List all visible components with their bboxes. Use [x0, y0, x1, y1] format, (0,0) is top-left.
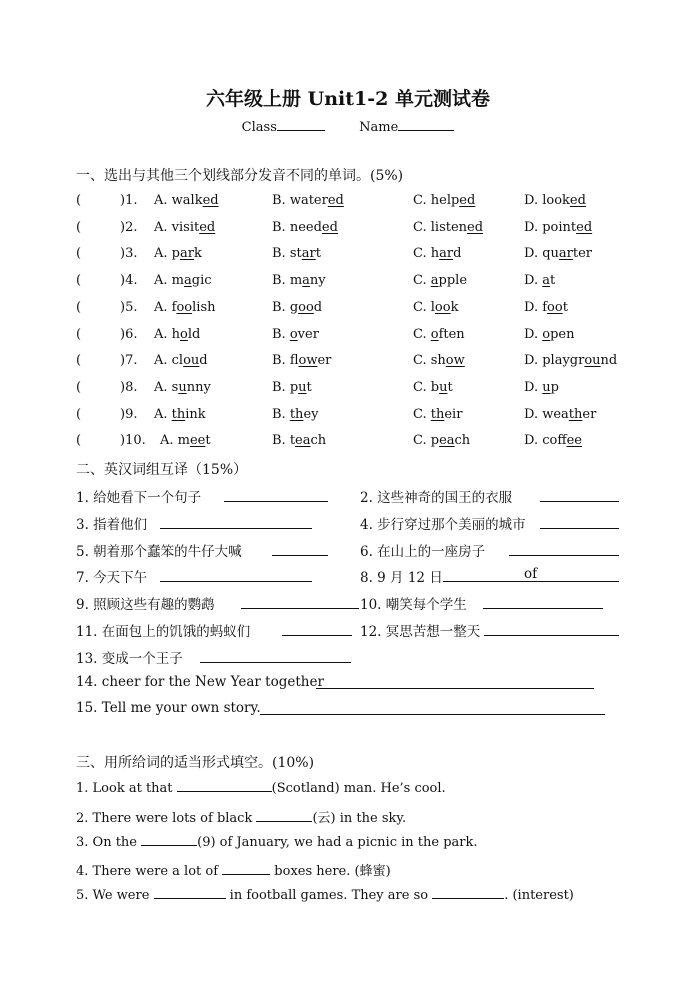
underlined-letters: u: [178, 379, 187, 395]
translation-item-9: 9. 照顾这些有趣的鹦鹉: [76, 597, 215, 614]
underlined-letters: ed: [327, 193, 344, 208]
fill-item-4: 4. There were a lot of boxes here. (蜂蜜): [76, 864, 391, 879]
option-c: C. hard: [413, 246, 462, 262]
answer-blank[interactable]: [484, 635, 619, 636]
answer-blank[interactable]: [160, 528, 312, 529]
option-d: D. open: [524, 326, 575, 342]
class-name-line: [0, 119, 696, 135]
underlined-letters: th: [568, 406, 583, 422]
option-b: B. teach: [272, 433, 327, 449]
question-number: )5.: [120, 299, 138, 315]
underlined-letters: ou: [183, 353, 200, 369]
fill-blank[interactable]: [154, 887, 226, 899]
option-b: B. put: [272, 379, 312, 395]
section3-heading: 三、用所给词的适当形式填空。(10%): [76, 755, 315, 771]
answer-blank[interactable]: [540, 501, 619, 502]
underlined-letters: th: [289, 406, 304, 422]
option-a: A. magic: [154, 273, 212, 289]
underlined-letters: o: [542, 326, 551, 342]
answer-blank[interactable]: [540, 528, 619, 529]
underlined-letters: ea: [295, 433, 311, 449]
option-d: D. pointed: [524, 219, 593, 235]
translation-item-10: 10. 嘲笑每个学生: [360, 597, 467, 614]
fill-blank[interactable]: [432, 887, 504, 899]
option-c: C. helped: [413, 193, 476, 208]
class-label: Class: [241, 120, 277, 135]
underlined-letters: a: [430, 273, 439, 289]
underlined-letters: o: [289, 326, 298, 342]
option-b: B. watered: [272, 193, 344, 208]
translation-item-15: 15. Tell me your own story.: [76, 700, 261, 716]
option-a: A. meet: [160, 433, 211, 449]
option-a: A. park: [154, 246, 202, 262]
translation-item-13: 13. 变成一个王子: [76, 650, 183, 667]
option-b: B. over: [272, 326, 319, 342]
underlined-letters: oo: [298, 299, 314, 315]
answer-bracket[interactable]: (: [76, 219, 82, 235]
question-row: [76, 433, 636, 451]
translation-item-12: 12. 冥思苦想一整天: [360, 624, 481, 640]
question-number: )9.: [120, 406, 138, 422]
option-d: D. foot: [524, 299, 568, 315]
answer-blank[interactable]: [200, 662, 351, 663]
answer-blank[interactable]: [272, 555, 328, 556]
option-c: C. look: [413, 299, 459, 315]
question-row: [76, 273, 636, 291]
question-row: [76, 246, 636, 264]
option-b: B. good: [272, 299, 323, 315]
answer-blank[interactable]: [483, 608, 603, 609]
option-d: D. at: [524, 273, 556, 289]
underlined-letters: u: [298, 379, 307, 395]
question-number: )3.: [120, 246, 138, 262]
option-a: A. walked: [154, 193, 219, 208]
option-c: C. their: [413, 406, 463, 422]
underlined-letters: o: [430, 326, 439, 342]
underlined-letters: o: [180, 326, 188, 342]
option-c: C. often: [413, 326, 465, 342]
question-number: )6.: [120, 326, 138, 342]
fill-item-5: 5. We were in football games. They are so . (interest): [76, 888, 574, 903]
option-b: B. start: [272, 246, 321, 262]
question-row: [76, 193, 636, 211]
underlined-letters: th: [430, 406, 445, 422]
underlined-letters: oo: [547, 299, 563, 315]
fill-item-2: 2. There were lots of black (云) in the sky.: [76, 811, 407, 826]
underlined-letters: ea: [439, 433, 455, 449]
answer-blank-15[interactable]: [260, 714, 605, 715]
class-blank[interactable]: [277, 119, 325, 131]
fill-item-1: 1. Look at that (Scotland) man. He’s cool.: [76, 781, 446, 796]
underlined-letters: th: [171, 406, 186, 422]
option-d: D. up: [524, 379, 559, 395]
question-row: [76, 380, 636, 398]
option-a: A. foolish: [154, 299, 216, 315]
option-b: B. flower: [272, 353, 332, 369]
option-d: D. looked: [524, 193, 586, 208]
option-c: C. peach: [413, 433, 471, 449]
underlined-letters: ar: [558, 246, 573, 262]
underlined-letters: a: [302, 273, 310, 289]
fill-blank[interactable]: [222, 863, 270, 875]
underlined-letters: ee: [189, 433, 206, 449]
option-a: A. hold: [154, 326, 201, 342]
option-c: C. show: [413, 353, 465, 369]
name-blank[interactable]: [398, 119, 454, 131]
question-row: [76, 353, 636, 371]
translation-item-7: 7. 今天下午: [76, 570, 148, 587]
translation-item-14: 14. cheer for the New Year together: [76, 674, 324, 690]
underlined-letters: ed: [467, 219, 484, 235]
translation-item-8: 8. 9 月 12 日: [360, 570, 443, 587]
fill-blank[interactable]: [177, 780, 272, 792]
answer-bracket[interactable]: (: [76, 246, 82, 262]
question-number: )1.: [120, 193, 138, 208]
option-d: D. quarter: [524, 246, 593, 262]
underlined-letters: ed: [576, 219, 593, 235]
option-c: C. apple: [413, 273, 468, 289]
translation-item-11: 11. 在面包上的饥饿的蚂蚁们: [76, 624, 251, 640]
translation-item-4: 4. 步行穿过那个美丽的城市: [360, 516, 526, 533]
answer-bracket[interactable]: (: [76, 326, 82, 342]
question-row: [76, 300, 636, 318]
underlined-letters: ar: [179, 246, 194, 262]
section1-heading: 一、选出与其他三个划线部分发音不同的单词。(5%): [76, 168, 404, 184]
fill-blank[interactable]: [141, 834, 197, 846]
answer-blank[interactable]: [282, 635, 352, 636]
of-word: of: [524, 566, 538, 583]
answer-blank[interactable]: [160, 581, 312, 582]
translation-item-5: 5. 朝着那个蠢笨的牛仔大喊: [76, 543, 242, 560]
option-d: D. weather: [524, 406, 597, 422]
underlined-letters: u: [439, 379, 448, 395]
option-a: A. think: [154, 406, 206, 422]
fill-item-3: 3. On the (9) of January, we had a picnic in the park.: [76, 835, 478, 850]
question-row: [76, 327, 636, 345]
answer-bracket[interactable]: (: [76, 193, 82, 208]
translation-item-2: 2. 这些神奇的国王的衣服: [360, 490, 513, 506]
underlined-letters: ow: [445, 353, 465, 369]
translation-item-6: 6. 在山上的一座房子: [360, 543, 486, 560]
option-a: A. sunny: [154, 379, 211, 395]
answer-bracket[interactable]: (: [76, 299, 82, 315]
question-number: )8.: [120, 379, 138, 395]
question-number: )7.: [120, 353, 138, 369]
option-b: B. needed: [272, 219, 338, 235]
question-row: [76, 220, 636, 238]
option-a: A. visited: [154, 219, 216, 235]
fill-blank[interactable]: [256, 810, 312, 822]
answer-bracket[interactable]: (: [76, 406, 82, 422]
page-title: 六年级上册 Unit1-2 单元测试卷: [206, 88, 490, 110]
answer-bracket[interactable]: (: [76, 273, 82, 289]
option-b: B. many: [272, 273, 326, 289]
underlined-letters: a: [183, 273, 192, 289]
underlined-letters: ou: [584, 353, 601, 369]
underlined-letters: oo: [434, 299, 451, 315]
translation-item-1: 1. 给她看下一个句子: [76, 490, 202, 506]
underlined-letters: ed: [569, 193, 586, 208]
underlined-letters: ed: [199, 219, 216, 235]
underlined-letters: ed: [202, 193, 219, 208]
answer-blank[interactable]: [509, 555, 619, 556]
underlined-letters: a: [542, 273, 550, 289]
answer-blank[interactable]: [224, 501, 328, 502]
option-b: B. they: [272, 406, 319, 422]
option-c: C. listened: [413, 219, 484, 235]
answer-bracket[interactable]: (: [76, 433, 82, 449]
underlined-letters: ar: [301, 246, 316, 262]
question-number: )2.: [120, 219, 138, 235]
option-a: A. cloud: [154, 353, 208, 369]
underlined-letters: ed: [321, 219, 338, 235]
option-d: D. playground: [524, 353, 618, 369]
underlined-letters: ow: [298, 353, 318, 369]
answer-bracket[interactable]: (: [76, 353, 82, 369]
underlined-letters: ed: [459, 193, 476, 208]
underlined-letters: u: [542, 379, 551, 395]
answer-bracket[interactable]: (: [76, 379, 82, 395]
underlined-letters: ee: [566, 433, 582, 449]
underlined-letters: oo: [176, 299, 193, 315]
answer-blank[interactable]: [241, 608, 359, 609]
option-c: C. but: [413, 379, 453, 395]
question-number: )4.: [120, 273, 138, 289]
section2-heading: 二、英汉词组互译（15%）: [76, 462, 248, 478]
question-number: )10.: [120, 433, 146, 449]
translation-item-3: 3. 指着他们: [76, 516, 148, 533]
question-row: [76, 407, 636, 425]
name-label: Name: [359, 120, 399, 135]
underlined-letters: ar: [439, 246, 454, 262]
option-d: D. coffee: [524, 433, 582, 449]
answer-blank-14[interactable]: [316, 688, 594, 689]
